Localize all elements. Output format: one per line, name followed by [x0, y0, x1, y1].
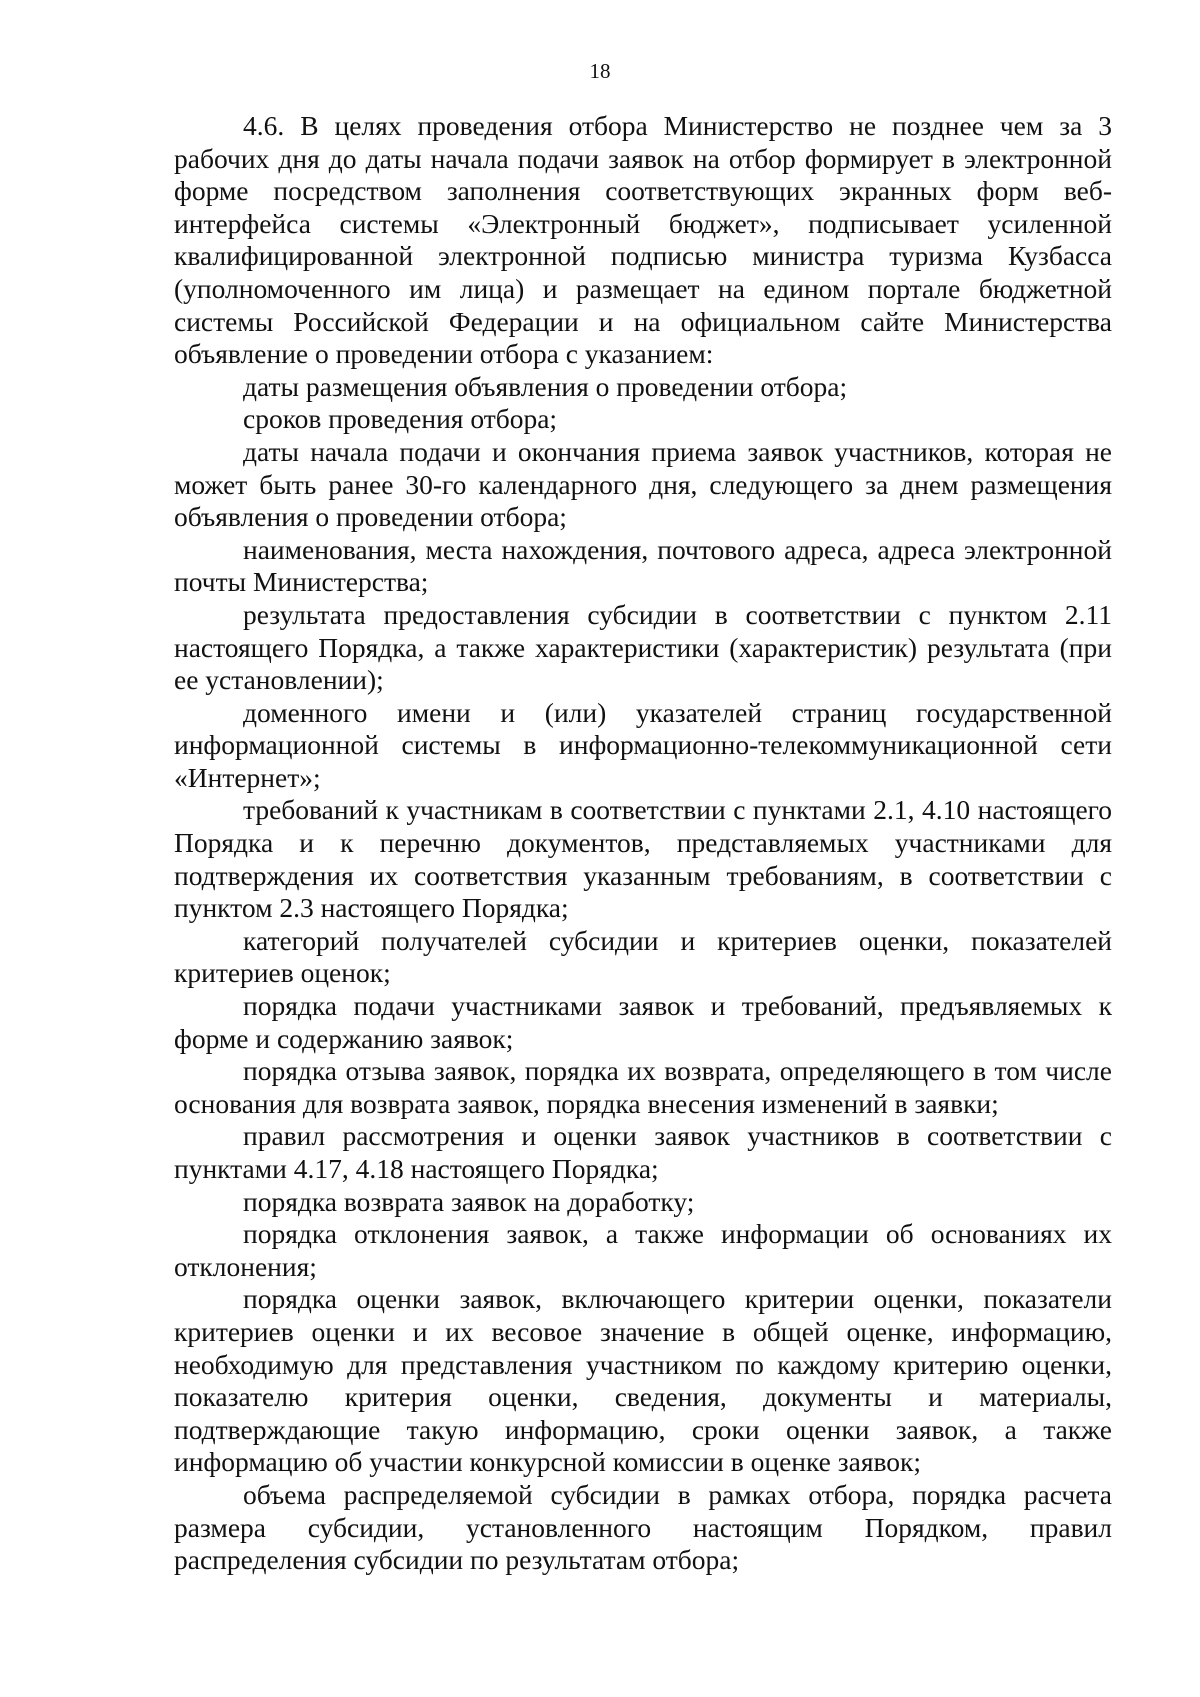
list-item-subsidy-result: результата предоставления субсидии в соответствии с пунктом 2.11 настоящего Порядка, а также характеристики (характеристик) результата (при ее установлении); [174, 598, 1112, 696]
list-item-evaluation-procedure: порядка оценки заявок, включающего критерии оценки, показатели критериев оценки и их весовое значение в общей оценке, информацию, необходимую для представления участником по каждому критерию оценки, показателю критерия оценки, сведения, документы и материалы, подтверждающие такую информацию, сроки оценки заявок, а также информацию об участии конкурсной комиссии в оценке заявок; [174, 1283, 1112, 1478]
list-item-review-rules: правил рассмотрения и оценки заявок участников в соответствии с пунктами 4.17, 4.18 настоящего Порядка; [174, 1120, 1112, 1184]
list-item-announcement-date: даты размещения объявления о проведении отбора; [243, 370, 848, 402]
list-item-selection-terms: сроков проведения отбора; [243, 403, 558, 435]
list-item-return-for-revision: порядка возврата заявок на доработку; [243, 1185, 695, 1217]
list-item-participant-requirements: требований к участникам в соответствии с пунктами 2.1, 4.10 настоящего Порядка и к перечню документов, представляемых участниками для подтверждения их соответствия указанным требованиям, в соответствии с пунктом 2.3 настоящего Порядка; [174, 794, 1112, 924]
list-item-withdrawal-procedure: порядка отзыва заявок, порядка их возврата, определяющего в том числе основания для возврата заявок, порядка внесения изменений в заявки; [174, 1055, 1112, 1119]
list-item-domain-name: доменного имени и (или) указателей страниц государственной информационной системы в информационно-телекоммуникационной сети «Интернет»; [174, 696, 1112, 793]
list-item-ministry-contacts: наименования, места нахождения, почтового адреса, адреса электронной почты Министерства; [174, 533, 1112, 598]
list-item-submission-procedure: порядка подачи участниками заявок и требований, предъявляемых к форме и содержанию заявок; [174, 990, 1112, 1054]
list-item-recipient-categories: категорий получателей субсидии и критериев оценки, показателей критериев оценок; [174, 924, 1112, 989]
list-item-application-dates: даты начала подачи и окончания приема заявок участников, которая не может быть ранее 30-го календарного дня, следующего за днем размещения объявления о проведении отбора; [174, 435, 1112, 533]
document-body [174, 110, 1112, 1577]
list-item-subsidy-volume: объема распределяемой субсидии в рамках отбора, порядка расчета размера субсидии, установленного настоящим Порядком, правил распределения субсидии по результатам отбора; [174, 1478, 1112, 1576]
page-number: 18 [589, 59, 611, 83]
paragraph-4-6-intro: 4.6. В целях проведения отбора Министерство не позднее чем за 3 рабочих дня до даты начала подачи заявок на отбор формирует в электронной форме посредством заполнения соответствующих экранных форм веб-интерфейса системы «Электронный бюджет», подписывает усиленной квалифицированной электронной подписью министра туризма Кузбасса (уполномоченного им лица) и размещает на едином портале бюджетной системы Российской Федерации и на официальном сайте Министерства объявление о проведении отбора с указанием: [174, 110, 1112, 370]
list-item-rejection-procedure: порядка отклонения заявок, а также информации об основаниях их отклонения; [174, 1218, 1112, 1282]
